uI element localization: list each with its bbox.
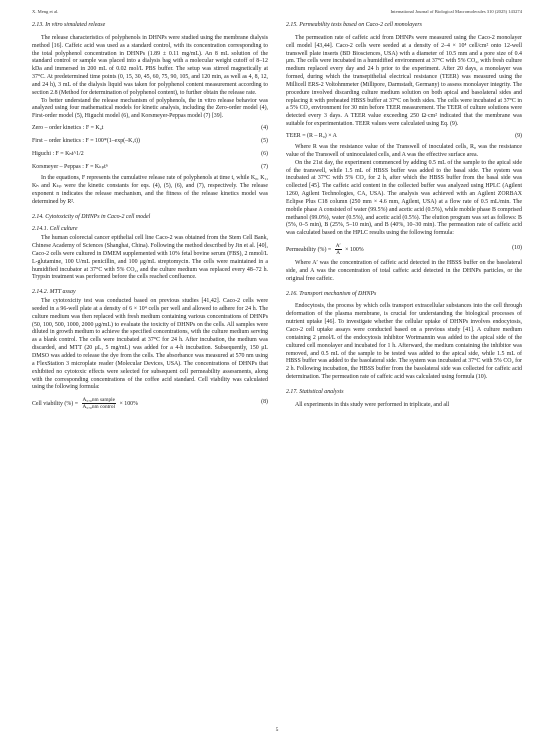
equation-10-rhs: × 100%	[345, 246, 364, 253]
equation-9-number: (9)	[515, 132, 522, 139]
equation-5-number: (5)	[261, 137, 268, 144]
equation-6-number: (6)	[261, 150, 268, 157]
equation-6-body: Higuchi : F = Kₕt^1/2	[32, 150, 84, 157]
section-2-15-paragraph-3: On the 21st day, the experiment commenced by adding 0.5 mL of the sample to the apical side of the transwell, while 1.5 mL of HBSS buffer was added to the basal side. The system was incubated at 37°C with 5% CO₂ for 2 h, after which the HBSS buffer from the basal side was collected [45]. The caffeic acid content in the collected buffer was analyzed using HPLC (Agilent 1260, Agilent Technologies, CA, USA). The analysis was achieved with an Agilent ZORBAX Eclipse Plus C18 column (250 mm × 4.6 mm, Agilent, USA) at a flow rate of 0.5 mL/min. The mobile phase A consisted of water (99.5%) and acetic acid (0.5%), while mobile phase B comprised methanol (99.0%), water (0.5%), and acetic acid (0.5%). The elution program was set as follows: B (5%, 0–5 min), B (25%, 5–10 min), and B (40%, 10–30 min). The permeation rate of caffeic acid was calculated based on the HPLC results using the following formula:	[286, 159, 522, 237]
equation-7-body: Korsmeyer – Peppas : F = Kₖₚtⁿ	[32, 163, 108, 170]
section-2-13-title: 2.13. In vitro simulated release	[32, 22, 106, 28]
section-2-15-paragraph-2: Where R was the resistance value of the Transwell of inoculated cells, R₀ was the resistance value of the Transwell of uninoculated cells, and A was the effective surface area.	[286, 143, 522, 158]
equation-4	[32, 123, 268, 134]
header-authors: X. Meng et al.	[32, 9, 59, 14]
equation-5	[32, 136, 268, 147]
equation-4-body: Zero – order kinetics : F = K₀t	[32, 124, 104, 131]
equation-8-lhs: Cell viability (%) =	[32, 400, 79, 407]
section-2-13-paragraph-2: To better understand the release mechanism of polyphenols, the in vitro release behavior was analyzed using four mathematical models for kinetic analysis, including the Zero-order model (4), First-order model (5), Higuchi model (6), and Korsmeyer-Peppas model (7) [39].	[32, 97, 268, 120]
equation-10-numerator: A′	[335, 242, 341, 249]
left-column	[32, 22, 268, 414]
equation-8	[32, 394, 268, 412]
section-2-15-paragraph-4: Where A′ was the concentration of caffeic acid detected in the HBSS buffer on the basolateral side, and A was the concentration of total caffeic acid detected in the DHNPs particles, or the original free caffeic.	[286, 260, 522, 282]
section-2-14-2-title: 2.14.2. MTT assay	[32, 289, 76, 296]
section-2-13-paragraph-1: The release characteristics of polyphenols in DHNPs were studied using the membrane dialysis method [16]. Caffeic acid was used as a standard control, with its concentration corresponding to the total polyphenol concentration in DHNPs (1.89 ± 0.11 mg/mL). An 8 mL solution of the standard control or sample was placed into a dialysis bag with a molecular weight cutoff of 8–12 kDa and immersed in 200 mL of 0.02 mol/L PBS buffer. The setup was stirred magnetically at 37°C. At predetermined time points (0, 15, 30, 45, 60, 75, 90, 105, and 120 min, as well as 4, 8, 12, and 24 h), 3 mL of the dialysis liquid was taken for polyphenol content measurement according to section 2.8 (Method for determination of polyphenol content), to further obtain the release rate.	[32, 34, 268, 96]
section-2-14-1-title: 2.14.1. Cell culture	[32, 226, 78, 233]
section-2-17-title: 2.17. Statistical analysis	[286, 388, 344, 395]
equation-7-number: (7)	[261, 163, 268, 170]
equation-8-number: (8)	[261, 399, 268, 406]
equation-10	[286, 240, 522, 258]
equation-10-fraction	[335, 243, 342, 256]
running-header	[32, 9, 522, 19]
section-2-14-2-paragraph: The cytotoxicity test was conducted based on previous studies [41,42]. Caco-2 cells were seeded in a 96-well plate at a density of 6 × 10⁴ cells per well and allowed to adhere for 24 h. The culture medium was then replaced with fresh medium containing various concentrations of DHNPs (50, 100, 500, 1000, 2000 μg/mL) to evaluate the toxicity of DHNPs on the cells. All samples were diluted in growth medium to achieve the specified concentrations, with the culture medium serving as a blank control. The cells were incubated at 37°C for 24 h. After incubation, the medium was discarded, and MTT (20 μL, 5 mg/mL) was added for a 4-h incubation. Subsequently, 150 μL DMSO was added to release the dye from the cells. The absorbance was measured at 570 nm using a FlexStation 3 microplate reader (Molecular Devices, USA). The concentrations of DHNPs that exhibited no cytotoxic effects were selected for subsequent cell permeability assessments, along with the corresponding concentrations of the coffee acid standard. Cell viability was calculated using the following formula:	[32, 298, 268, 391]
equation-6	[32, 149, 268, 160]
equation-5-body: First – order kinetics : F = 100*(1–exp(–K₁t))	[32, 137, 140, 144]
section-2-13-paragraph-3: In the equations, F represents the cumulative release rate of polyphenols at time t, while K₀, K₁, Kₕ and Kₖₚ were the kinetic constants for eqs. (4), (5), (6), and (7), respectively. The release exponent n indicates the release mechanism, and the fitness of the release kinetics model was determined by R².	[32, 175, 268, 205]
equation-8-numerator: A₅₇₀nm sample	[82, 396, 115, 403]
equation-8-fraction	[82, 397, 116, 410]
section-2-17-paragraph: All experiments in this study were performed in triplicate, and all	[295, 401, 450, 408]
right-column	[286, 22, 522, 410]
equation-10-denominator: A	[336, 249, 341, 256]
equation-4-number: (4)	[261, 124, 268, 131]
equation-10-lhs: Permeability (%) =	[286, 246, 332, 253]
equation-8-denominator: A₅₇₀nm control	[82, 403, 115, 410]
header-journal: International Journal of Biological Macromolecules 310 (2025) 143274	[390, 9, 522, 14]
equation-9-body: TEER = (R – R₀) × A	[286, 132, 337, 139]
section-2-15-paragraph-1: The permeation rate of caffeic acid from DHNPs were measured using the Caco-2 monolayer cell model [43,44]. Caco-2 cells were seeded at a density of 2–4 × 10⁴ cell/cm² onto 12-well transwell plate inserts (BD Biosciences, USA) with a diameter of 10.5 mm and a pore size of 0.4 μm. The cells were incubated in a humidified environment at 37°C with 5% CO₂, with fresh culture medium replaced every day and 24 h prior to the experiment. After 20 days, a monolayer was formed, during which the transepithelial electrical resistance (TEER) was measured using the Millicell ERS-2 Voltohmmeter (Millipore, Darmstadt, Germany) to assess monolayer integrity. The procedure involved discarding culture medium solution on both apical and basolateral sides and replacing it with preheated HBSS buffer at 37°C on both sides. The cells were incubated at 37°C in a 5% CO₂ environment for 30 min before TEER measurement. The TEER of culture solutions were detected every 3 days. A TEER value exceeding 250 Ω·cm² indicated that the membrane was suitable for experimentation. TEER values were calculated using Eq. (9).	[286, 34, 522, 128]
section-2-14-1-paragraph: The human colorectal cancer epithelial cell line Caco-2 was obtained from the Stem Cell Bank, Chinese Academy of Sciences (Shanghai, China). Following the method described by Jin et al. [40], Caco-2 cells were cultured in DMEM supplemented with 10% fetal bovine serum (FBS), 2 mmol/L L-glutamine, 100 U/mL penicillin, and 100 μg/mL streptomycin. The cells were maintained in a humidified incubator at 37°C with 5% CO₂, and the culture medium was replaced every 48–72 h. Trypsin treatment was performed before the cells reached confluence.	[32, 235, 268, 281]
equation-8-rhs: × 100%	[119, 400, 139, 407]
section-2-15-title: 2.15. Permeability tests based on Caco-2 cell monolayers	[286, 22, 422, 28]
section-2-16-title: 2.16. Transport mechanism of DHNPs	[286, 290, 377, 297]
section-2-14-title: 2.14. Cytotoxicity of DHNPs in Caco-2 cell model	[32, 213, 151, 220]
section-2-16-paragraph: Endocytosis, the process by which cells transport extracellular substances into the cell through deformation of the plasma membrane, is crucial for understanding the biological processes of nutrient uptake [46]. To investigate whether the cellular uptake of DHNPs involves endocytosis, Caco-2 cell uptake assays were conducted based on a previous study [41]. A culture medium containing 2 μmol/L of the endocytosis inhibitor Wortmannin was added to the apical side of the cultured cell monolayer and incubated for 1 h. Afterward, the medium containing the inhibitor was removed, and 0.5 mL of the sample to be tested was added to the apical side, while 1.5 mL of HBSS buffer was added to the basolateral side. The system was incubated at 37°C with 5% CO₂ for 2 h. Following incubation, the HBSS buffer from the basolateral side was collected for caffeic acid determination. The permeation rate of caffeic acid was calculated using formula (10).	[286, 303, 522, 381]
page-number: 5	[275, 727, 279, 733]
equation-7	[32, 162, 268, 173]
equation-9	[286, 131, 522, 142]
equation-10-number: (10)	[512, 245, 522, 252]
